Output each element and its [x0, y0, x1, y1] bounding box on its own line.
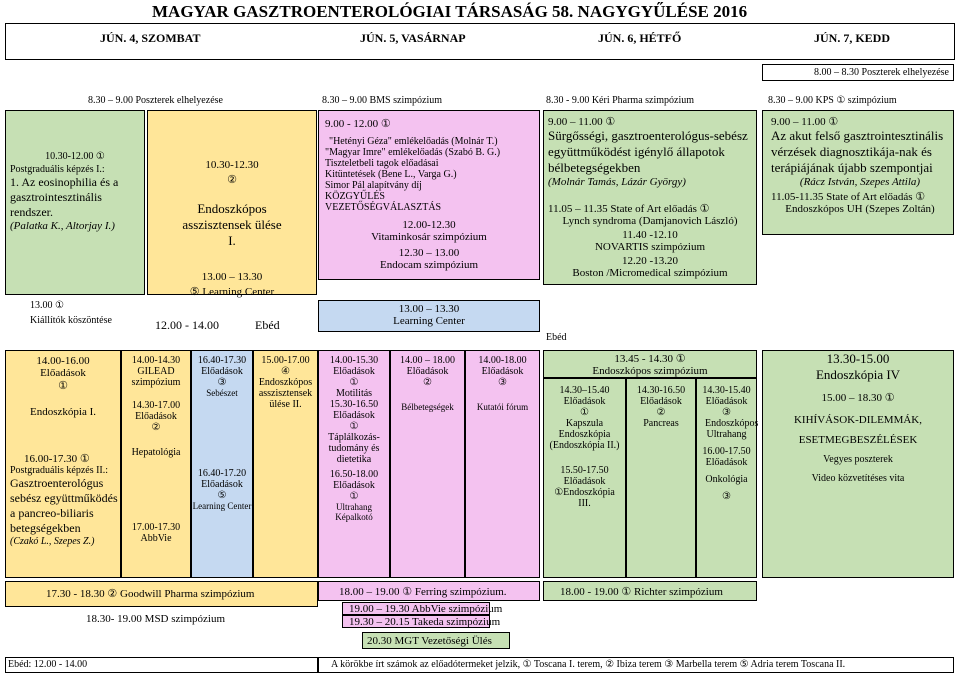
- sun-learning-center: 13.00 – 13.30 Learning Center: [318, 300, 540, 332]
- sun-research-forum: 14.00-18.00 Előadások ③ Kutatói fórum: [465, 350, 540, 578]
- sat-hepatology: 14.00-14.30 GILEAD szimpózium 14.30-17.00 Előadások ② Hepatológia 17.00-17.30 AbbVie: [121, 350, 191, 578]
- day-tuesday: JÚN. 7, KEDD: [814, 31, 891, 45]
- mon-lunch-label: Ebéd: [546, 332, 567, 343]
- sat-lunch-label: Ebéd: [255, 318, 280, 332]
- sat-lunch-time: 12.00 - 14.00: [155, 318, 219, 332]
- sat-postgrad-1: 10.30-12.00 ① Postgraduális képzés I.: 1. Az eosinophilia és a gasztrointesztinális rendszer. (Palatka K., Altorjay I.): [5, 110, 145, 295]
- sun-bowel-diseases: 14.00 – 18.00 Előadások ② Bélbetegségek: [390, 350, 465, 578]
- footer-legend: A körökbe írt számok az előadótermeket jelzik, ① Toscana I. terem, ② Ibiza terem ③ Marbella terem ⑤ Adria terem Toscana II.: [318, 657, 954, 673]
- sun-mgt-board-meeting: 20.30 MGT Vezetőségi Ülés: [362, 632, 510, 649]
- page-title: MAGYAR GASZTROENTEROLÓGIAI TÁRSASÁG 58. NAGYGYŰLÉSE 2016: [152, 2, 748, 21]
- sat-goodwill-symposium: 17.30 - 18.30 ② Goodwill Pharma szimpózium: [5, 581, 318, 607]
- sat-poster-setup: 8.30 – 9.00 Poszterek elhelyezése: [88, 95, 223, 106]
- day-monday: JÚN. 6, HÉTFŐ: [598, 31, 682, 45]
- tue-kps-symposium: 8.30 – 9.00 KPS ① szimpózium: [768, 95, 897, 106]
- tue-afternoon-session: 13.30-15.00 Endoszkópia IV 15.00 – 18.30 ① KIHÍVÁSOK-DILEMMÁK, ESETMEGBESZÉLÉSEK Vegyes poszterek Video közvetítéses vita: [762, 350, 954, 578]
- sat-endo-assist-1: 10.30-12.30 ② Endoszkópos asszisztensek ülése I. 13.00 – 13.30 ⑤ Learning Center: [147, 110, 317, 295]
- mon-endo-ultrasound: 14.30-15.40 Előadások ③ Endoszkópos Ultrahang 16.00-17.50 Előadások Onkológia ③: [696, 378, 757, 578]
- sun-takeda-symposium: 19.30 – 20.15 Takeda szimpózium: [342, 615, 490, 628]
- mon-keri-symposium: 8.30 - 9.00 Kéri Pharma szimpózium: [546, 95, 695, 106]
- mon-capsule-endoscopy: 14.30–15.40 Előadások ① Kapszula Endoszkópia (Endoszkópia II.) 15.50-17.50 Előadások ①Endoszkópia III.: [543, 378, 626, 578]
- day-sunday: JÚN. 5, VASÁRNAP: [360, 31, 466, 45]
- tue-morning-session: 9.00 – 11.00 ① Az akut felső gasztrointesztinális vérzések diagnosztikája-nak és terápiájának újabb szempontjai (Rácz István, Szepes Attila) 11.05-11.35 State of Art előadás ① Endoszkópos UH (Szepes Zoltán): [762, 110, 954, 235]
- mon-endo-symposium: 13.45 - 14.30 ① Endoszkópos szimpózium: [543, 350, 757, 378]
- mon-morning-session: 9.00 – 11.00 ① Sürgősségi, gasztroenterológus-sebész együttműködést igénylő állapotok bélbetegségekben (Molnár Tamás, Lázár György) 11.05 – 11.35 State of Art előadás ① Lynch syndroma (Damjanovich László) 11.40 -12.10 NOVARTIS szimpózium 12.20 -13.20 Boston /Micromedical szimpózium: [543, 110, 757, 285]
- sun-plenary: 9.00 - 12.00 ① "Hetényi Géza" emlékelőadás (Molnár T.) "Magyar Imre" emlékelőadás (Szabó B. G.) Tiszteletbeli tagok előadásai Kitüntetések (Bene L., Varga G.) Simor Pál alapítvány díj KÖZGYŰLÉS VEZETŐSÉGVÁLASZTÁS 12.00-12.30 Vitaminkosár szimpózium 12.30 – 13.00 Endocam szimpózium: [318, 110, 540, 280]
- sun-ferring-symposium: 18.00 – 19.00 ① Ferring szimpózium.: [318, 581, 540, 601]
- sun-abbvie-symposium: 19.00 – 19.30 AbbVie szimpózium: [342, 602, 490, 615]
- sat-surgery: 16.40-17.30 Előadások ③ Sebészet 16.40-17.20 Előadások ⑤ Learning Center: [191, 350, 253, 578]
- mon-pancreas: 14.30-16.50 Előadások ② Pancreas: [626, 378, 696, 578]
- sun-bms-symposium: 8.30 – 9.00 BMS szimpózium: [322, 95, 443, 106]
- sat-endo-assist-2: 15.00-17.00 ④ Endoszkópos asszisztensek ülése II.: [253, 350, 318, 578]
- footer-lunch: Ebéd: 12.00 - 14.00: [5, 657, 318, 673]
- sat-endoscopy-1: 14.00-16.00 Előadások ① Endoszkópia I. 16.00-17.30 ① Postgraduális képzés II.: Gasztroenterológus sebész együttműködés a pancreo-biliaris betegségekben (Czakó L., Szepes Z.): [5, 350, 121, 578]
- mon-richter-symposium: 18.00 - 19.00 ① Richter szimpózium: [543, 581, 757, 601]
- sat-exhibit-opening: 13.00 ① Kiállítók köszöntése: [30, 300, 112, 326]
- tue-poster-setup: 8.00 – 8.30 Poszterek elhelyezése: [762, 64, 954, 81]
- day-saturday: JÚN. 4, SZOMBAT: [100, 31, 201, 45]
- sat-msd-symposium: 18.30- 19.00 MSD szimpózium: [86, 613, 226, 625]
- sun-motility: 14.00-15.30 Előadások ① Motilitás 15.30-16.50 Előadások ① Táplálkozás-tudomány és dietetika 16.50-18.00 Előadások ① Ultrahang Képalkotó: [318, 350, 390, 578]
